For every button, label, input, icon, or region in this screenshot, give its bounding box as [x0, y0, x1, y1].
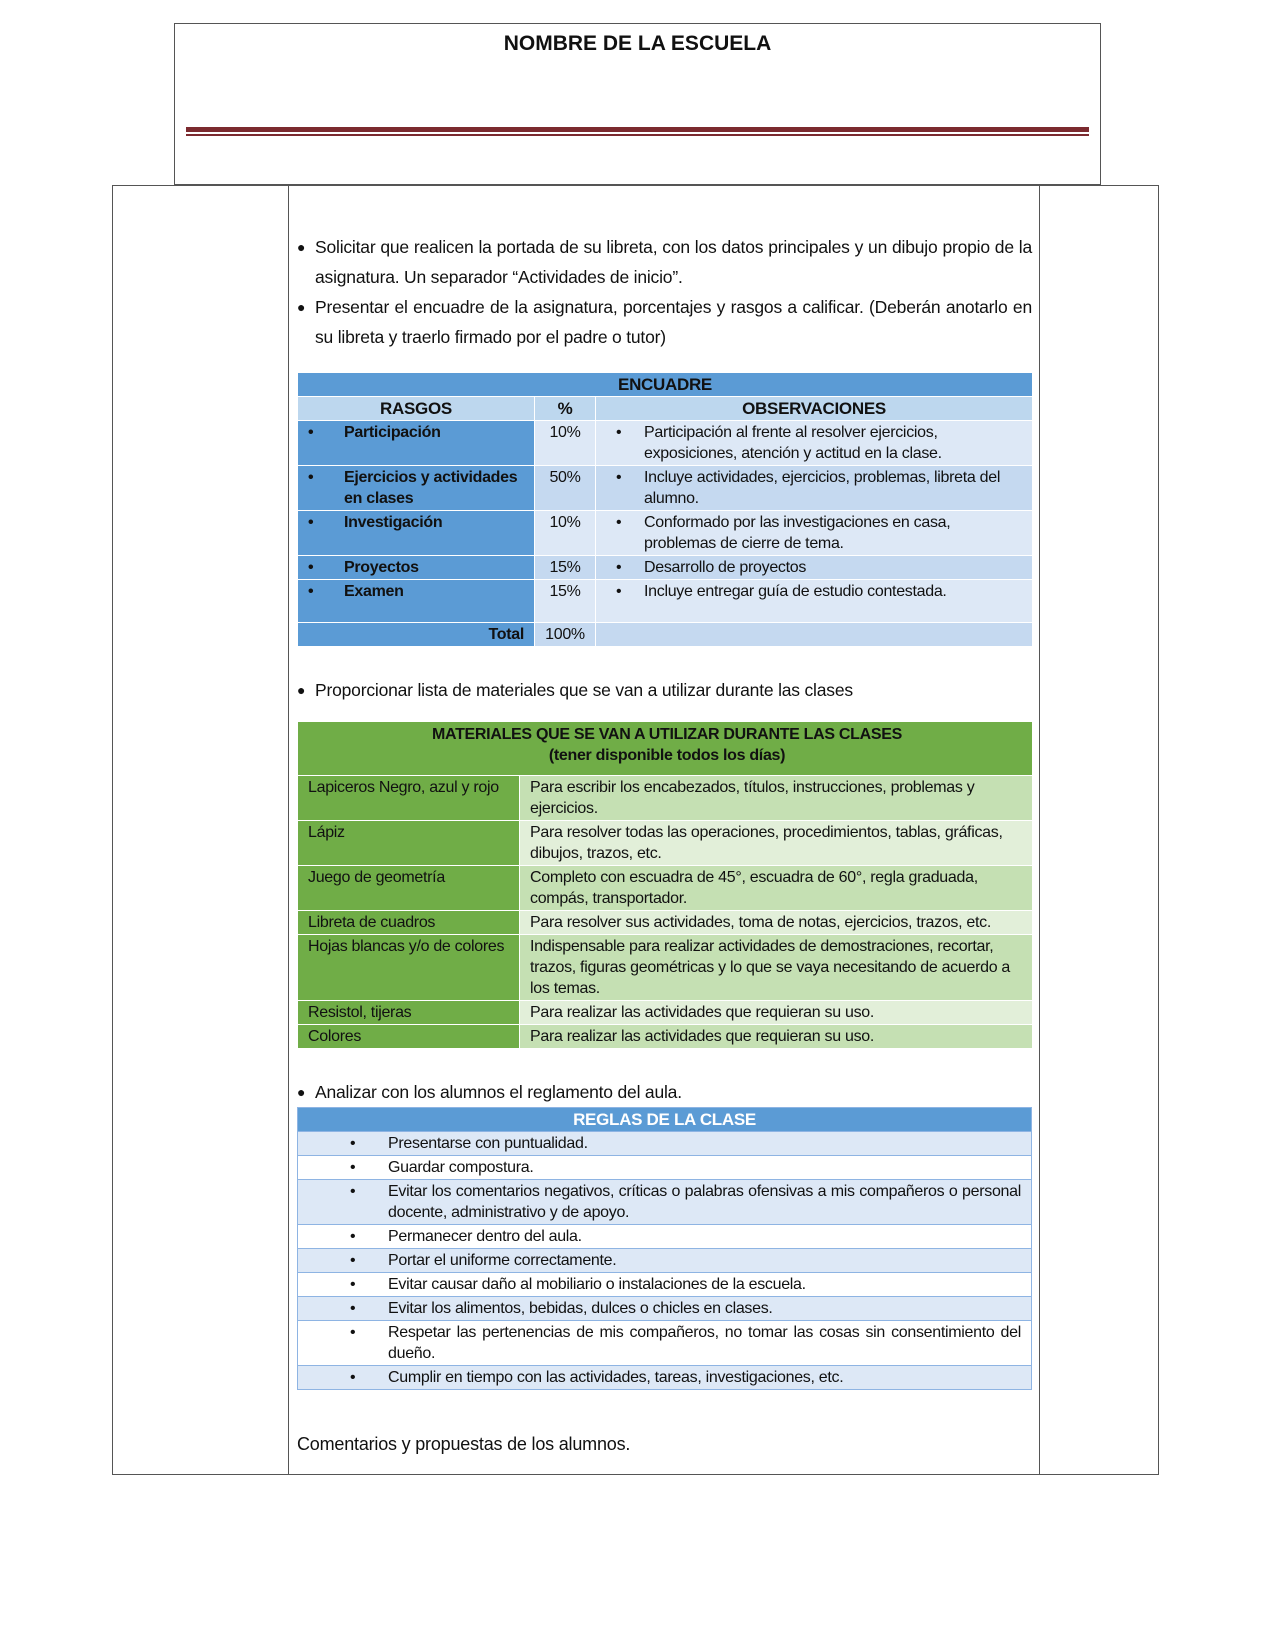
table-row: • Portar el uniforme correctamente.: [298, 1249, 1032, 1273]
bullet-icon: •: [308, 559, 314, 576]
bullet-icon: •: [308, 583, 314, 600]
bullet-icon: •: [350, 1228, 356, 1245]
header-rule-thick: [186, 127, 1089, 132]
bullet-icon: •: [308, 514, 314, 531]
table-row: • Permanecer dentro del aula.: [298, 1225, 1032, 1249]
table-row: Juego de geometría Completo con escuadra de 45°, escuadra de 60°, regla graduada, compás, transportador.: [298, 866, 1033, 911]
total-row: Total 100%: [298, 623, 1033, 647]
header-rule-thin: [186, 134, 1089, 136]
bullet-icon: •: [308, 469, 314, 486]
intro-bullet: ● Presentar el encuadre de la asignatura, porcentajes y rasgos a calificar. (Deberán anotarlo en su libreta y traerlo firmado por el padre o tutor): [297, 292, 1032, 352]
bullet-icon: •: [350, 1252, 356, 1269]
table-row: • Evitar los alimentos, bebidas, dulces o chicles en clases.: [298, 1297, 1032, 1321]
bullet-icon: •: [350, 1183, 356, 1200]
encuadre-table: [297, 372, 1033, 647]
comentarios-text: Comentarios y propuestas de los alumnos.: [297, 1434, 631, 1454]
bullet-icon: •: [616, 559, 622, 576]
table-row: • Cumplir en tiempo con las actividades, tareas, investigaciones, etc.: [298, 1366, 1032, 1390]
table-row: Resistol, tijeras Para realizar las actividades que requieran su uso.: [298, 1001, 1033, 1025]
bullet-icon: •: [350, 1369, 356, 1386]
bullet-icon: •: [616, 424, 622, 441]
intro-bullet: ● Solicitar que realicen la portada de su libreta, con los datos principales y un dibujo propio de la asignatura. Un separador “Actividades de inicio”.: [297, 232, 1032, 292]
reglas-table: [297, 1107, 1032, 1390]
bullet-icon: •: [350, 1300, 356, 1317]
table-row: • Investigación 10% • Conformado por las investigaciones en casa, problemas de cierre de tema.: [298, 511, 1033, 556]
reglas-title: REGLAS DE LA CLASE: [298, 1108, 1032, 1132]
table-row: • Guardar compostura.: [298, 1156, 1032, 1180]
bullet-icon: •: [616, 469, 622, 486]
school-name: NOMBRE DE LA ESCUELA: [503, 32, 772, 55]
col-header-rasgos: RASGOS: [298, 397, 535, 421]
bullet-icon: •: [616, 583, 622, 600]
col-header-observaciones: OBSERVACIONES: [596, 397, 1033, 421]
header-box: [174, 23, 1101, 185]
right-column-divider: [1039, 185, 1040, 1475]
bullet-icon: •: [308, 424, 314, 441]
col-header-pct: %: [535, 397, 596, 421]
encuadre-title: ENCUADRE: [298, 373, 1033, 397]
left-column-divider: [288, 185, 289, 1475]
main-content: [297, 232, 1032, 1455]
reglas-intro: ● Analizar con los alumnos el reglamento del aula.: [297, 1077, 1032, 1107]
table-row: Colores Para realizar las actividades que requieran su uso.: [298, 1025, 1033, 1049]
bullet-icon: •: [350, 1159, 356, 1176]
table-row: Libreta de cuadros Para resolver sus actividades, toma de notas, ejercicios, trazos, etc.: [298, 911, 1033, 935]
bullet-icon: •: [350, 1324, 356, 1341]
materiales-intro: ● Proporcionar lista de materiales que se van a utilizar durante las clases: [297, 675, 1032, 705]
table-row: • Evitar los comentarios negativos, críticas o palabras ofensivas a mis compañeros o personal docente, administrativo y de apoyo.: [298, 1180, 1032, 1225]
materiales-table: [297, 721, 1033, 1049]
table-row: • Presentarse con puntualidad.: [298, 1132, 1032, 1156]
table-row: • Participación 10% • Participación al frente al resolver ejercicios, exposiciones, atención y actitud en la clase.: [298, 421, 1033, 466]
table-row: • Respetar las pertenencias de mis compañeros, no tomar las cosas sin consentimiento del dueño.: [298, 1321, 1032, 1366]
materiales-title: MATERIALES QUE SE VAN A UTILIZAR DURANTE LAS CLASES (tener disponible todos los días): [298, 722, 1033, 776]
bullet-icon: •: [350, 1135, 356, 1152]
bullet-icon: •: [616, 514, 622, 531]
table-row: • Evitar causar daño al mobiliario o instalaciones de la escuela.: [298, 1273, 1032, 1297]
bullet-icon: ●: [297, 1084, 306, 1100]
table-row: • Ejercicios y actividades en clases 50% • Incluye actividades, ejercicios, problemas, libreta del alumno.: [298, 466, 1033, 511]
bullet-icon: ●: [297, 682, 306, 698]
table-row: Hojas blancas y/o de colores Indispensable para realizar actividades de demostraciones, recortar, trazos, figuras geométricas y lo que se vaya necesitando de acuerdo a los temas.: [298, 935, 1033, 1001]
bullet-icon: ●: [297, 299, 306, 315]
table-row: • Examen 15% • Incluye entregar guía de estudio contestada.: [298, 580, 1033, 623]
table-row: Lápiz Para resolver todas las operaciones, procedimientos, tablas, gráficas, dibujos, trazos, etc.: [298, 821, 1033, 866]
table-row: Lapiceros Negro, azul y rojo Para escribir los encabezados, títulos, instrucciones, problemas y ejercicios.: [298, 776, 1033, 821]
table-row: • Proyectos 15% • Desarrollo de proyectos: [298, 556, 1033, 580]
bullet-icon: ●: [297, 239, 306, 255]
bullet-icon: •: [350, 1276, 356, 1293]
